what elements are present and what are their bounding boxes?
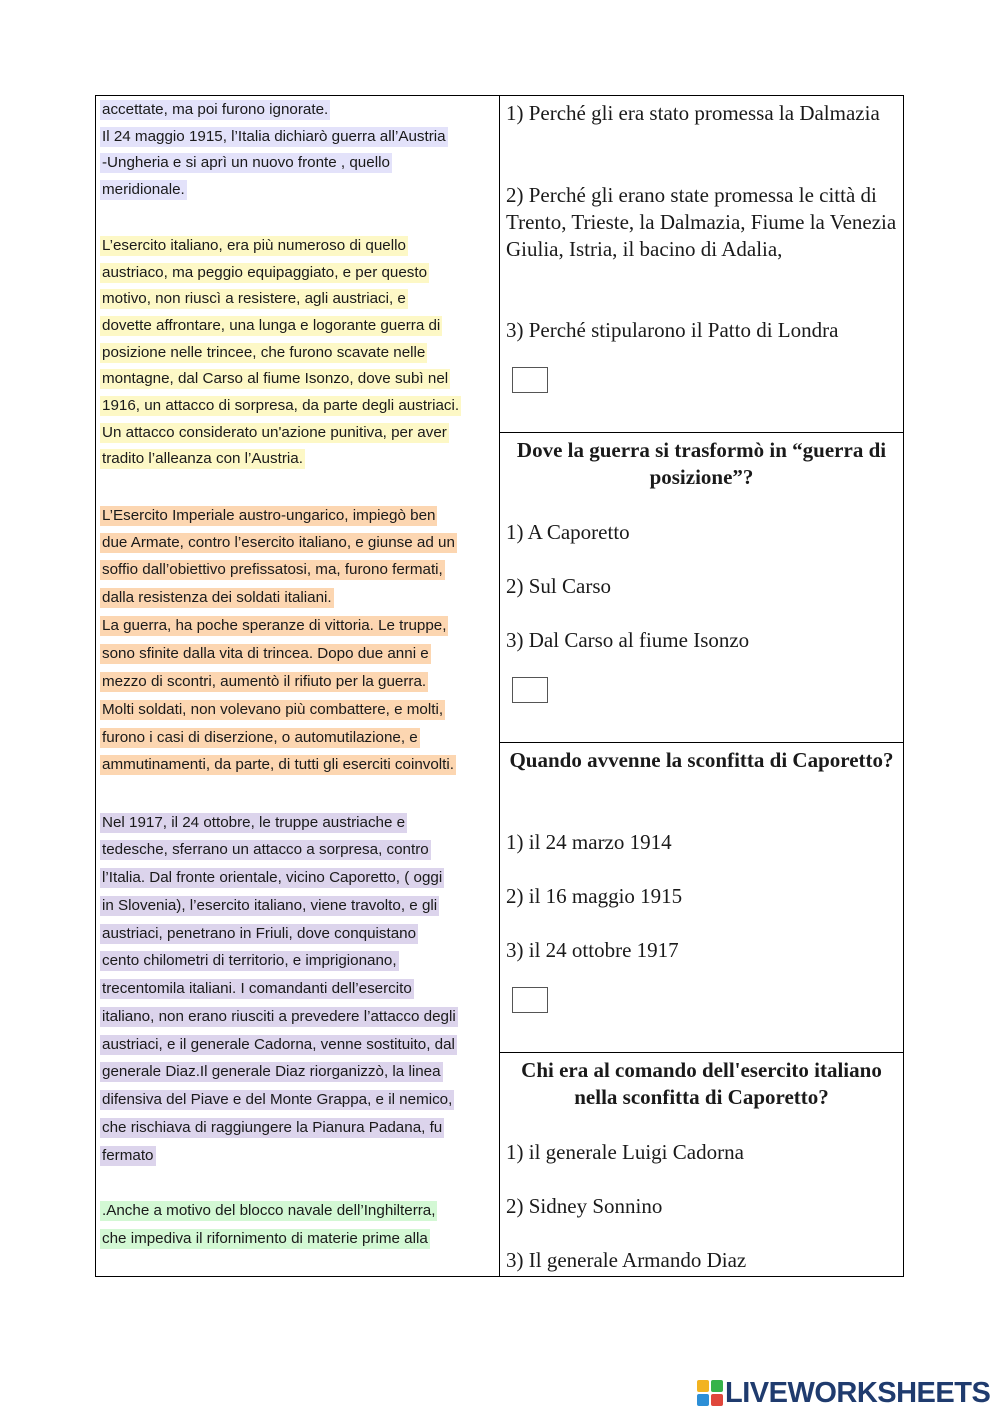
passage-line: fermato <box>102 1147 154 1164</box>
option-text: 2) Sul Carso <box>506 574 611 598</box>
option-text: 2) il 16 maggio 1915 <box>506 884 683 908</box>
logo-square-s <box>697 1394 709 1406</box>
reading-passage <box>96 96 500 1276</box>
passage-line: che impediva il rifornimento di materie prime alla <box>102 1230 428 1247</box>
answer-input[interactable] <box>512 987 548 1013</box>
passage-line: -Ungheria e si aprì un nuovo fronte , quello <box>102 154 390 171</box>
passage-line: austriaci, e il generale Cadorna, venne sostituito, dal <box>102 1036 455 1053</box>
question-title: Quando avvenne la sconfitta di Caporetto? <box>509 748 894 772</box>
question-title: Chi era al comando dell'esercito italiano nella sconfitta di Caporetto? <box>521 1058 882 1109</box>
passage-line: in Slovenia), l’esercito italiano, viene travolto, e gli <box>102 897 438 914</box>
question-cell-1 <box>500 96 903 433</box>
passage-line: montagne, dal Carso al fiume Isonzo, dove subì nel <box>102 370 449 387</box>
option-text: 1) il generale Luigi Cadorna <box>506 1140 744 1164</box>
option-text: 1) il 24 marzo 1914 <box>506 830 672 854</box>
passage-line: sono sfinite dalla vita di trincea. Dopo due anni e <box>102 645 429 662</box>
logo-square-w <box>711 1380 723 1392</box>
passage-line: accettate, ma poi furono ignorate. <box>102 101 329 118</box>
passage-line: austriaci, penetrano in Friuli, dove conquistano <box>102 925 417 942</box>
passage-line: difensiva del Piave e del Monte Grappa, e il nemico, <box>102 1091 453 1108</box>
worksheet-table <box>95 95 904 1277</box>
passage-line: due Armate, contro l’esercito italiano, e giunse ad un <box>102 534 455 551</box>
passage-line: Nel 1917, il 24 ottobre, le truppe austriache e <box>102 814 406 831</box>
passage-line: tradito l’alleanza con l’Austria. <box>102 450 303 467</box>
passage-line: l’Italia. Dal fronte orientale, vicino Caporetto, ( oggi <box>102 869 443 886</box>
passage-line: L’Esercito Imperiale austro-ungarico, impiegò ben <box>102 507 436 524</box>
option-text: 3) Il generale Armando Diaz <box>506 1248 747 1272</box>
option-text: 2) Sidney Sonnino <box>506 1194 663 1218</box>
passage-line: dalla resistenza dei soldati italiani. <box>102 589 332 606</box>
answer-input[interactable] <box>512 677 548 703</box>
option-text: 1) Perché gli era stato promessa la Dalmazia <box>506 101 880 125</box>
brand-name: LIVEWORKSHEETS <box>725 1377 991 1409</box>
passage-line: furono i casi di diserzione, o automutilazione, e <box>102 729 418 746</box>
liveworksheets-logo-icon <box>697 1380 723 1406</box>
passage-line: motivo, non riuscì a resistere, agli austriaci, e <box>102 290 406 307</box>
questions-column <box>500 96 903 1276</box>
passage-line: Un attacco considerato un'azione punitiva, per aver <box>102 424 447 441</box>
question-cell-3 <box>500 743 903 1053</box>
option-text: 3) Dal Carso al fiume Isonzo <box>506 628 750 652</box>
passage-line: italiano, non erano riusciti a prevedere l’attacco degli <box>102 1008 456 1025</box>
passage-line: meridionale. <box>102 181 185 198</box>
passage-line: che rischiava di raggiungere la Pianura Padana, fu <box>102 1119 443 1136</box>
question-title: Dove la guerra si trasformò in “guerra di posizione”? <box>516 438 887 489</box>
passage-line: dovette affrontare, una lunga e logorante guerra di <box>102 317 441 334</box>
option-text: 1) A Caporetto <box>506 520 630 544</box>
option-text: 3) Perché stipularono il Patto di Londra <box>506 318 839 342</box>
passage-line: trecentomila italiani. I comandanti dell’esercito <box>102 980 412 997</box>
answer-input[interactable] <box>512 367 548 393</box>
passage-line: ammutinamenti, da parte, di tutti gli eserciti coinvolti. <box>102 756 454 773</box>
passage-line: soffio dall’obiettivo prefissatosi, ma, furono fermati, <box>102 561 443 578</box>
passage-line: cento chilometri di territorio, e imprigionano, <box>102 952 397 969</box>
passage-line: Il 24 maggio 1915, l’Italia dichiarò guerra all’Austria <box>102 128 446 145</box>
passage-line: Molti soldati, non volevano più combattere, e molti, <box>102 701 444 718</box>
option-text: 2) Perché gli erano state promessa le città di Trento, Trieste, la Dalmazia, Fiume la Venezia Giulia, Istria, il bacino di Adalia, <box>506 183 897 261</box>
passage-line: La guerra, ha poche speranze di vittoria. Le truppe, <box>102 617 447 634</box>
passage-line: .Anche a motivo del blocco navale dell’Inghilterra, <box>102 1202 436 1219</box>
passage-line: 1916, un attacco di sorpresa, da parte degli austriaci. <box>102 397 460 414</box>
passage-line: posizione nelle trincee, che furono scavate nelle <box>102 344 426 361</box>
question-cell-2 <box>500 433 903 743</box>
passage-line: generale Diaz.Il generale Diaz riorganizzò, la linea <box>102 1063 441 1080</box>
logo-square-l <box>697 1380 709 1392</box>
passage-line: austriaco, ma peggio equipaggiato, e per questo <box>102 264 428 281</box>
passage-line: L’esercito italiano, era più numeroso di quello <box>102 237 406 254</box>
logo-square-blank <box>711 1394 723 1406</box>
option-text: 3) il 24 ottobre 1917 <box>506 938 679 962</box>
question-cell-4 <box>500 1053 903 1276</box>
liveworksheets-brand <box>697 1378 990 1408</box>
passage-line: mezzo di scontri, aumentò il rifiuto per la guerra. <box>102 673 427 690</box>
passage-line: tedesche, sferrano un attacco a sorpresa, contro <box>102 841 429 858</box>
